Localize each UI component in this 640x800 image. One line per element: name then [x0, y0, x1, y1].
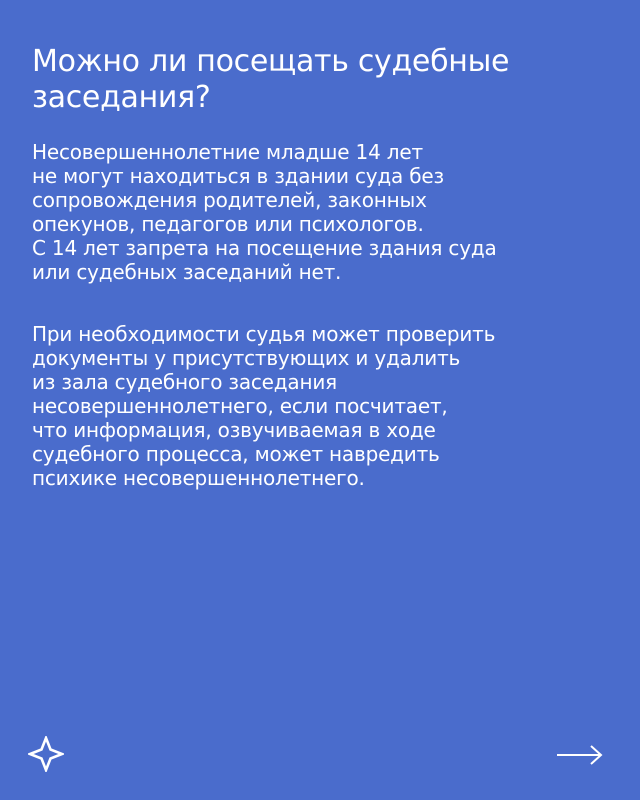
slide-title	[32, 44, 612, 116]
paragraph-line: или судебных заседаний нет.	[32, 260, 342, 284]
paragraph-line: несовершеннолетнего, если посчитает,	[32, 394, 448, 418]
paragraph-age-restriction	[32, 140, 622, 284]
slide-title-line: Можно ли посещать судебные	[32, 44, 510, 79]
paragraph-line: судебного процесса, может навредить	[32, 442, 440, 466]
paragraph-line: из зала судебного заседания	[32, 370, 337, 394]
paragraph-line: документы у присутствующих и удалить	[32, 346, 461, 370]
paragraph-line: не могут находиться в здании суда без	[32, 164, 444, 188]
paragraph-line: психике несовершеннолетнего.	[32, 466, 365, 490]
arrow-right-icon[interactable]	[556, 744, 604, 766]
paragraph-line: что информация, озвучиваемая в ходе	[32, 418, 436, 442]
paragraph-line: С 14 лет запрета на посещение здания суда	[32, 236, 497, 260]
paragraph-judge-rights	[32, 322, 622, 490]
four-point-star-outline-icon	[28, 736, 64, 772]
slide-title-line: заседания?	[32, 80, 211, 115]
paragraph-line: При необходимости судья может проверить	[32, 322, 496, 346]
paragraph-line: Несовершеннолетние младше 14 лет	[32, 140, 423, 164]
paragraph-line: сопровождения родителей, законных	[32, 188, 427, 212]
paragraph-line: опекунов, педагогов или психологов.	[32, 212, 424, 236]
